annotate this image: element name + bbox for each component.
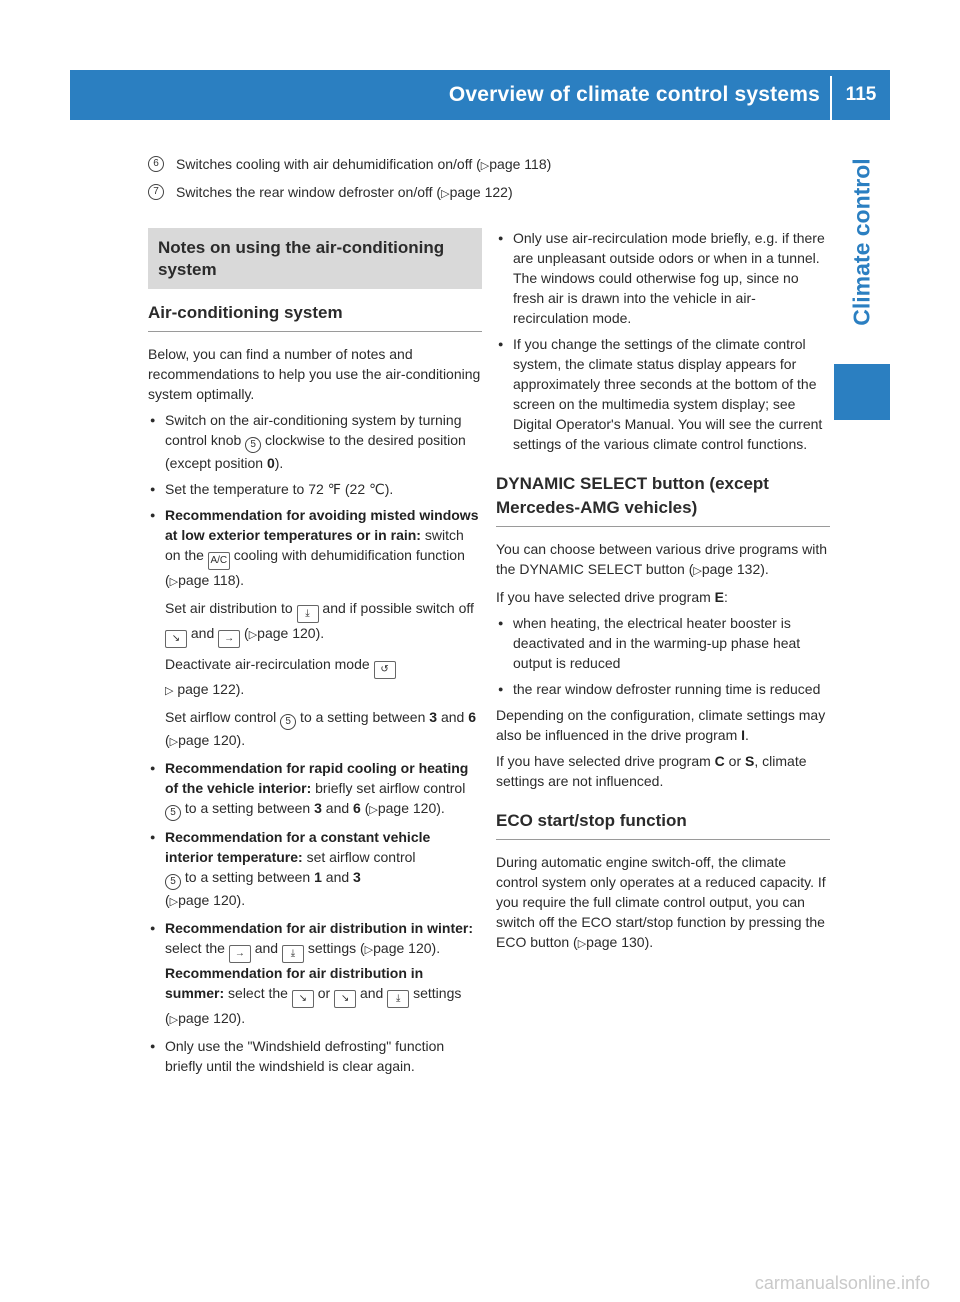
page-ref-arrow-icon: ▷ — [169, 1014, 179, 1026]
left-column — [148, 228, 482, 1082]
page-ref-arrow-icon: ▷ — [364, 944, 374, 956]
page-ref-link[interactable]: page 120). — [178, 892, 246, 908]
page-ref-arrow-icon: ▷ — [169, 576, 179, 588]
right-column — [496, 228, 830, 960]
page-ref-link[interactable]: page 120). — [257, 625, 325, 641]
intro-paragraph: Below, you can find a number of notes and recommendations to help you use the air-conditioning system optimally. — [148, 346, 481, 402]
airflow-control-number-badge: 5 — [165, 874, 181, 890]
page-ref-link[interactable]: page 120). — [178, 732, 246, 748]
chapter-marker-block — [834, 364, 890, 420]
page-ref-arrow-icon: ▷ — [248, 629, 258, 641]
page-ref-arrow-icon: ▷ — [169, 736, 179, 748]
section-title: Notes on using the air-conditioning system — [148, 228, 482, 289]
chapter-label: Climate control — [848, 158, 875, 326]
paragraph: Deactivate air-recirculation mode ↺ ▷ page 122). — [165, 654, 482, 701]
legend-items — [148, 154, 828, 210]
footwell-airflow-icon: ↘ — [292, 990, 314, 1008]
page-ref-link[interactable]: page 132). — [701, 561, 769, 577]
paragraph: During automatic engine switch-off, the climate control system only operates at a reduced capacity. If you require the full climate control output, you can switch off the ECO start/stop function by pressing the ECO button (▷page 130). — [496, 854, 826, 950]
list-item: ● If you change the settings of the climate control system, the climate status display appears for approximately three seconds at the bottom of the screen on the multimedia system display; see Digital Operator's Manual. You will see the current settings of the various climate control functions. — [496, 334, 830, 454]
drive-program-list — [496, 613, 830, 699]
page-header — [70, 70, 890, 120]
subsection-title: ECO start/stop function — [496, 809, 830, 840]
notes-list — [148, 410, 482, 1076]
airflow-control-number-badge: 5 — [165, 805, 181, 821]
footwell-airflow-icon: ↘ — [334, 990, 356, 1008]
list-item: ● Recommendation for air distribution in winter: select the → and ⤓ settings (▷page 120). Recommendation for air distribution in summer: select the ↘ or ↘ and ⤓ settings (▷page 120). — [148, 918, 482, 1030]
page-ref-link[interactable]: page 130). — [586, 934, 654, 950]
list-item: ● Recommendation for a constant vehicle interior temperature: set airflow control 5 to a setting between 1 and 3 (▷page 120). — [148, 827, 482, 912]
item-number-badge: 7 — [148, 184, 164, 200]
legend-item — [148, 182, 828, 204]
paragraph: If you have selected drive program C or S, climate settings are not influenced. — [496, 753, 807, 789]
page-ref-arrow-icon: ▷ — [369, 804, 378, 816]
ac-button-icon: A/C — [208, 552, 230, 570]
paragraph: If you have selected drive program E: — [496, 589, 728, 605]
page-ref-link[interactable]: page 118). — [178, 572, 245, 588]
subsection-title: DYNAMIC SELECT button (except Mercedes-AMG vehicles) — [496, 472, 830, 527]
center-airflow-icon: → — [229, 945, 251, 963]
paragraph: You can choose between various drive programs with the DYNAMIC SELECT button (▷page 132). — [496, 541, 828, 577]
paragraph: Recommendation for air distribution in summer: select the ↘ or ↘ and ⤓ settings (▷page 120). — [165, 965, 462, 1026]
windshield-airflow-icon: ⤓ — [387, 990, 409, 1008]
page-ref-link[interactable]: page 120). — [373, 940, 441, 956]
page-ref-arrow-icon: ▷ — [165, 685, 174, 697]
watermark: carmanualsonline.info — [754, 1273, 930, 1293]
header-title: Overview of climate control systems — [448, 83, 820, 106]
notes-list-continued — [496, 228, 830, 454]
chapter-side-tab — [834, 132, 890, 352]
footwell-airflow-icon: ↘ — [165, 630, 187, 648]
page-ref-arrow-icon: ▷ — [169, 896, 179, 908]
legend-item — [148, 154, 828, 176]
list-item: ● Switch on the air-conditioning system by turning control knob 5 clockwise to the desired position (except position 0). — [148, 410, 482, 473]
paragraph: Depending on the configuration, climate settings may also be influenced in the drive program I. — [496, 707, 826, 743]
page-ref-link[interactable]: page 118) — [489, 156, 552, 172]
subsection-title: Air-conditioning system — [148, 301, 482, 332]
page-ref-link[interactable]: page 122) — [449, 184, 513, 200]
windshield-airflow-icon: ⤓ — [282, 945, 304, 963]
list-item: ● Only use the "Windshield defrosting" function briefly until the windshield is clear again. — [148, 1036, 482, 1076]
page-ref-link[interactable]: page 122). — [177, 681, 245, 697]
paragraph: Set air distribution to ⤓ and if possible switch off ↘ and → (▷page 120). — [165, 598, 482, 648]
page-ref-link[interactable]: page 120). — [178, 1010, 246, 1026]
page-ref-arrow-icon: ▷ — [480, 160, 490, 172]
legend-item-text: Switches the rear window defroster on/off ( — [176, 184, 442, 200]
center-airflow-icon: → — [218, 630, 240, 648]
list-item: ● Recommendation for rapid cooling or heating of the vehicle interior: briefly set airflow control 5 to a setting between 3 and 6 (▷page 120). — [148, 758, 482, 821]
legend-item-text: Switches cooling with air dehumidification on/off ( — [176, 156, 481, 172]
page-number: 115 — [845, 84, 877, 105]
control-knob-number-badge: 5 — [245, 437, 261, 453]
paragraph: Set airflow control 5 to a setting between 3 and 6 (▷page 120). — [165, 709, 476, 748]
list-item: ● Set the temperature to 72 ℉ (22 ℃). — [148, 479, 482, 499]
list-item: ● the rear window defroster running time is reduced — [496, 679, 830, 699]
list-item: ● Only use air-recirculation mode briefly, e.g. if there are unpleasant outside odors or when in a tunnel. The windows could otherwise fog up, since no fresh air is drawn into the vehicle in air-recirculation mode. — [496, 228, 830, 328]
item-number-badge: 6 — [148, 156, 164, 172]
airflow-control-number-badge: 5 — [280, 714, 296, 730]
page-ref-arrow-icon: ▷ — [577, 938, 587, 950]
air-recirculation-icon: ↺ — [374, 661, 396, 679]
page-ref-link[interactable]: page 120). — [377, 800, 445, 816]
page-ref-arrow-icon: ▷ — [441, 188, 450, 200]
windshield-airflow-icon: ⤓ — [297, 605, 319, 623]
list-item: ● when heating, the electrical heater booster is deactivated and in the warming-up phase heat output is reduced — [496, 613, 830, 673]
page-ref-arrow-icon: ▷ — [693, 565, 702, 577]
list-item: ● Recommendation for avoiding misted windows at low exterior temperatures or in rain: switch on the A/C cooling with dehumidification function (▷page 118). Set air distribution to ⤓ and if possible switch off ↘ and → (▷page 120). Deactivate air-recirculation mode ↺ ▷ page 122). Set airflow control 5 to a setting between 3 and 6 (▷page 120). — [148, 505, 482, 752]
